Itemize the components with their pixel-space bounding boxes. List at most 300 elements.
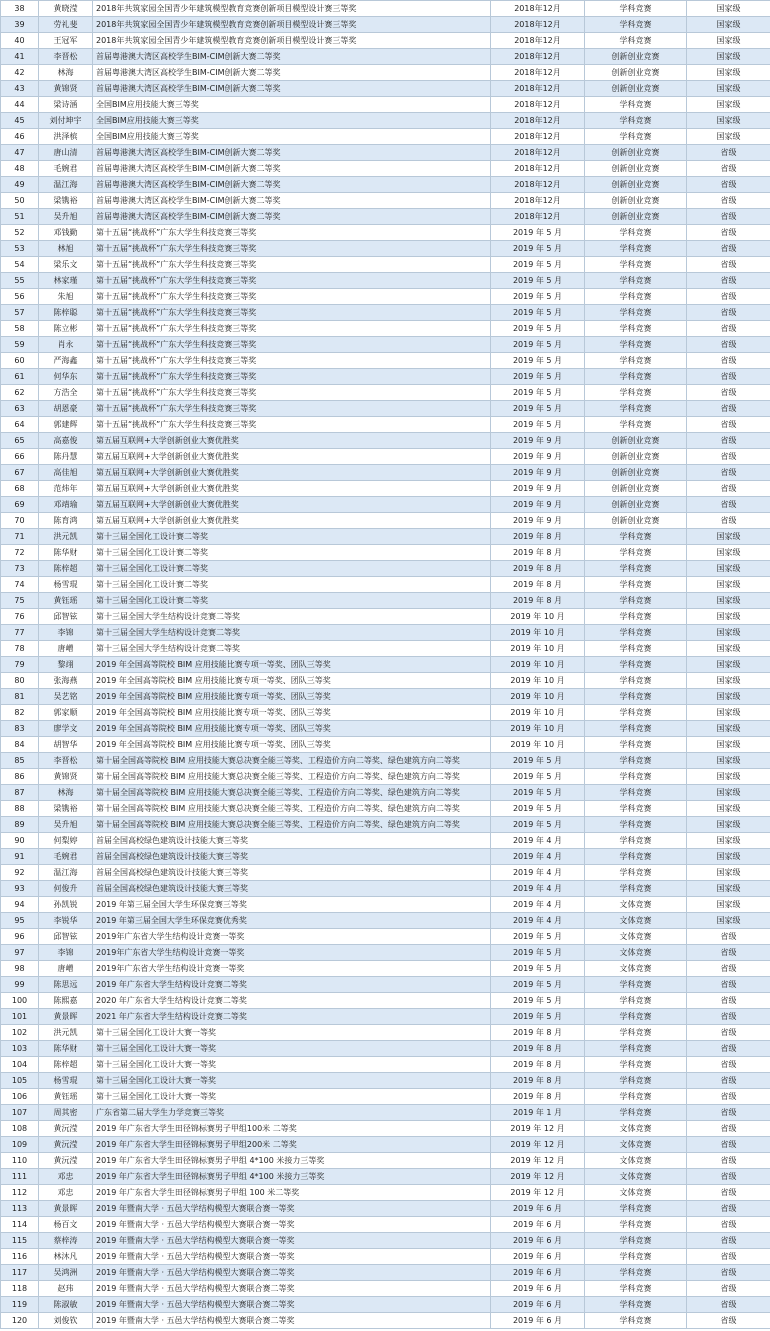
award-title-cell: 首届全国高校绿色建筑设计技能大赛三等奖 (93, 833, 491, 849)
student-name-cell: 邓钱勤 (39, 225, 93, 241)
table-row (1, 81, 770, 97)
student-name-cell: 黄沅滢 (39, 1121, 93, 1137)
award-level-cell: 省级 (687, 513, 770, 529)
award-date-cell: 2019 年 5 月 (491, 369, 585, 385)
student-name-cell: 林海 (39, 785, 93, 801)
award-title-cell: 第十届全国高等院校 BIM 应用技能大赛总决赛全能三等奖、工程造价方向二等奖、绿色建筑方向二等奖 (93, 817, 491, 833)
award-level-cell: 国家级 (687, 913, 770, 929)
student-name-cell: 梁镌裕 (39, 193, 93, 209)
award-level-cell: 国家级 (687, 705, 770, 721)
table-row (1, 913, 770, 929)
competition-category-cell: 学科竞赛 (585, 657, 687, 673)
competition-category-cell: 学科竞赛 (585, 737, 687, 753)
award-title-cell: 第十三届全国化工设计赛二等奖 (93, 577, 491, 593)
competition-category-cell: 文体竞赛 (585, 1169, 687, 1185)
award-title-cell: 第五届互联网+大学创新创业大赛优胜奖 (93, 497, 491, 513)
award-date-cell: 2019 年 10 月 (491, 705, 585, 721)
student-name-cell: 陈梓聪 (39, 305, 93, 321)
student-name-cell: 黄沅滢 (39, 1137, 93, 1153)
award-date-cell: 2019 年 10 月 (491, 737, 585, 753)
award-title-cell: 第十五届“挑战杯”广东大学生科技竞赛三等奖 (93, 273, 491, 289)
row-number-cell: 60 (1, 353, 39, 369)
award-date-cell: 2018年12月 (491, 49, 585, 65)
table-row (1, 417, 770, 433)
row-number-cell: 76 (1, 609, 39, 625)
award-title-cell: 2019 年第三届全国大学生环保竞赛三等奖 (93, 897, 491, 913)
competition-category-cell: 文体竞赛 (585, 1121, 687, 1137)
row-number-cell: 110 (1, 1153, 39, 1169)
award-level-cell: 国家级 (687, 529, 770, 545)
competition-category-cell: 文体竞赛 (585, 945, 687, 961)
table-row (1, 225, 770, 241)
student-name-cell: 邱智铉 (39, 929, 93, 945)
award-date-cell: 2019 年 5 月 (491, 401, 585, 417)
row-number-cell: 118 (1, 1281, 39, 1297)
award-level-cell: 国家级 (687, 673, 770, 689)
row-number-cell: 72 (1, 545, 39, 561)
award-date-cell: 2019 年 8 月 (491, 529, 585, 545)
award-date-cell: 2019 年 9 月 (491, 433, 585, 449)
table-row (1, 1297, 770, 1313)
competition-category-cell: 学科竞赛 (585, 417, 687, 433)
award-date-cell: 2019 年 10 月 (491, 657, 585, 673)
row-number-cell: 88 (1, 801, 39, 817)
award-date-cell: 2018年12月 (491, 145, 585, 161)
award-title-cell: 全国BIM应用技能大赛三等奖 (93, 129, 491, 145)
award-title-cell: 第十五届“挑战杯”广东大学生科技竞赛三等奖 (93, 353, 491, 369)
award-title-cell: 第十届全国高等院校 BIM 应用技能大赛总决赛全能三等奖、工程造价方向二等奖、绿色建筑方向二等奖 (93, 785, 491, 801)
award-level-cell: 省级 (687, 177, 770, 193)
table-row (1, 65, 770, 81)
award-level-cell: 省级 (687, 369, 770, 385)
competition-category-cell: 文体竞赛 (585, 897, 687, 913)
row-number-cell: 46 (1, 129, 39, 145)
student-name-cell: 李晋松 (39, 49, 93, 65)
award-title-cell: 2019 年暨南大学 · 五邑大学结构模型大赛联合赛一等奖 (93, 1233, 491, 1249)
award-level-cell: 省级 (687, 209, 770, 225)
row-number-cell: 45 (1, 113, 39, 129)
row-number-cell: 104 (1, 1057, 39, 1073)
student-name-cell: 李锦 (39, 945, 93, 961)
award-date-cell: 2019 年 5 月 (491, 929, 585, 945)
student-name-cell: 毛婉君 (39, 849, 93, 865)
row-number-cell: 96 (1, 929, 39, 945)
row-number-cell: 53 (1, 241, 39, 257)
award-date-cell: 2019 年 9 月 (491, 513, 585, 529)
table-row (1, 161, 770, 177)
competition-category-cell: 学科竞赛 (585, 33, 687, 49)
row-number-cell: 55 (1, 273, 39, 289)
award-date-cell: 2019 年 12 月 (491, 1185, 585, 1201)
award-date-cell: 2019 年 5 月 (491, 817, 585, 833)
award-date-cell: 2019 年 5 月 (491, 977, 585, 993)
award-level-cell: 国家级 (687, 721, 770, 737)
award-title-cell: 第十五届“挑战杯”广东大学生科技竞赛三等奖 (93, 337, 491, 353)
competition-category-cell: 文体竞赛 (585, 1137, 687, 1153)
row-number-cell: 105 (1, 1073, 39, 1089)
table-row (1, 609, 770, 625)
student-name-cell: 温江海 (39, 177, 93, 193)
table-row (1, 401, 770, 417)
award-title-cell: 2021 年广东省大学生结构设计竞赛二等奖 (93, 1009, 491, 1025)
competition-category-cell: 文体竞赛 (585, 961, 687, 977)
row-number-cell: 103 (1, 1041, 39, 1057)
table-row (1, 1, 770, 17)
award-title-cell: 2019 年暨南大学 · 五邑大学结构模型大赛联合赛二等奖 (93, 1313, 491, 1329)
competition-category-cell: 学科竞赛 (585, 641, 687, 657)
student-name-cell: 林家瑾 (39, 273, 93, 289)
award-title-cell: 第十届全国高等院校 BIM 应用技能大赛总决赛全能三等奖、工程造价方向二等奖、绿色建筑方向二等奖 (93, 801, 491, 817)
award-title-cell: 全国BIM应用技能大赛三等奖 (93, 97, 491, 113)
award-date-cell: 2019 年 5 月 (491, 753, 585, 769)
competition-category-cell: 创新创业竞赛 (585, 433, 687, 449)
award-level-cell: 省级 (687, 161, 770, 177)
competition-category-cell: 学科竞赛 (585, 785, 687, 801)
table-row (1, 145, 770, 161)
table-row (1, 993, 770, 1009)
competition-category-cell: 学科竞赛 (585, 849, 687, 865)
row-number-cell: 74 (1, 577, 39, 593)
row-number-cell: 67 (1, 465, 39, 481)
row-number-cell: 84 (1, 737, 39, 753)
row-number-cell: 102 (1, 1025, 39, 1041)
student-name-cell: 毛婉君 (39, 161, 93, 177)
row-number-cell: 95 (1, 913, 39, 929)
table-row (1, 977, 770, 993)
competition-category-cell: 学科竞赛 (585, 689, 687, 705)
award-date-cell: 2019 年 5 月 (491, 385, 585, 401)
award-title-cell: 2019 年暨南大学 · 五邑大学结构模型大赛联合赛二等奖 (93, 1281, 491, 1297)
award-title-cell: 2019 年广东省大学生田径锦标赛男子甲组100米 二等奖 (93, 1121, 491, 1137)
award-title-cell: 第十三届全国大学生结构设计竞赛二等奖 (93, 641, 491, 657)
student-name-cell: 朱旭 (39, 289, 93, 305)
competition-category-cell: 学科竞赛 (585, 529, 687, 545)
award-date-cell: 2019 年 6 月 (491, 1281, 585, 1297)
row-number-cell: 71 (1, 529, 39, 545)
row-number-cell: 80 (1, 673, 39, 689)
award-date-cell: 2019 年 4 月 (491, 865, 585, 881)
awards-table-body (1, 1, 770, 1329)
table-row (1, 865, 770, 881)
competition-category-cell: 创新创业竞赛 (585, 465, 687, 481)
row-number-cell: 41 (1, 49, 39, 65)
award-level-cell: 国家级 (687, 769, 770, 785)
student-name-cell: 黄钰瑶 (39, 593, 93, 609)
award-title-cell: 2019 年广东省大学生田径锦标赛男子甲组 100 米二等奖 (93, 1185, 491, 1201)
award-level-cell: 省级 (687, 337, 770, 353)
table-row (1, 177, 770, 193)
award-level-cell: 省级 (687, 1041, 770, 1057)
row-number-cell: 44 (1, 97, 39, 113)
award-date-cell: 2019 年 6 月 (491, 1249, 585, 1265)
award-title-cell: 第十三届全国化工设计赛二等奖 (93, 529, 491, 545)
award-title-cell: 首届粤港澳大湾区高校学生BIM-CIM创新大赛二等奖 (93, 81, 491, 97)
award-title-cell: 第十届全国高等院校 BIM 应用技能大赛总决赛全能三等奖、工程造价方向二等奖、绿色建筑方向二等奖 (93, 753, 491, 769)
row-number-cell: 56 (1, 289, 39, 305)
award-date-cell: 2019 年 8 月 (491, 577, 585, 593)
award-level-cell: 省级 (687, 449, 770, 465)
student-name-cell: 洪泽槟 (39, 129, 93, 145)
table-row (1, 945, 770, 961)
student-name-cell: 蔡梓涛 (39, 1233, 93, 1249)
award-level-cell: 省级 (687, 961, 770, 977)
award-title-cell: 第十五届“挑战杯”广东大学生科技竞赛三等奖 (93, 241, 491, 257)
row-number-cell: 68 (1, 481, 39, 497)
table-row (1, 961, 770, 977)
table-row (1, 289, 770, 305)
award-level-cell: 省级 (687, 1233, 770, 1249)
award-date-cell: 2018年12月 (491, 113, 585, 129)
row-number-cell: 78 (1, 641, 39, 657)
student-name-cell: 洪元凯 (39, 1025, 93, 1041)
competition-category-cell: 学科竞赛 (585, 1073, 687, 1089)
award-date-cell: 2019 年 12 月 (491, 1137, 585, 1153)
competition-category-cell: 学科竞赛 (585, 801, 687, 817)
award-level-cell: 省级 (687, 945, 770, 961)
row-number-cell: 119 (1, 1297, 39, 1313)
table-row (1, 705, 770, 721)
student-name-cell: 黄锦贤 (39, 81, 93, 97)
student-name-cell: 孙凯锐 (39, 897, 93, 913)
student-name-cell: 肖永 (39, 337, 93, 353)
award-date-cell: 2018年12月 (491, 161, 585, 177)
award-date-cell: 2019 年 10 月 (491, 673, 585, 689)
award-level-cell: 省级 (687, 1025, 770, 1041)
award-level-cell: 省级 (687, 321, 770, 337)
student-name-cell: 周其密 (39, 1105, 93, 1121)
student-name-cell: 赵玮 (39, 1281, 93, 1297)
student-name-cell: 梁镌裕 (39, 801, 93, 817)
table-row (1, 897, 770, 913)
table-row (1, 673, 770, 689)
award-title-cell: 第十届全国高等院校 BIM 应用技能大赛总决赛全能三等奖、工程造价方向二等奖、绿色建筑方向二等奖 (93, 769, 491, 785)
table-row (1, 49, 770, 65)
award-level-cell: 省级 (687, 1153, 770, 1169)
competition-category-cell: 学科竞赛 (585, 561, 687, 577)
award-level-cell: 国家级 (687, 17, 770, 33)
award-level-cell: 国家级 (687, 609, 770, 625)
student-name-cell: 张海燕 (39, 673, 93, 689)
award-level-cell: 国家级 (687, 897, 770, 913)
student-name-cell: 邓忠 (39, 1185, 93, 1201)
table-row (1, 241, 770, 257)
competition-category-cell: 学科竞赛 (585, 721, 687, 737)
award-date-cell: 2019 年 5 月 (491, 961, 585, 977)
row-number-cell: 62 (1, 385, 39, 401)
student-name-cell: 何俊升 (39, 881, 93, 897)
competition-category-cell: 创新创业竞赛 (585, 65, 687, 81)
competition-category-cell: 学科竞赛 (585, 545, 687, 561)
row-number-cell: 114 (1, 1217, 39, 1233)
award-title-cell: 第十五届“挑战杯”广东大学生科技竞赛三等奖 (93, 417, 491, 433)
award-date-cell: 2018年12月 (491, 81, 585, 97)
row-number-cell: 91 (1, 849, 39, 865)
award-date-cell: 2018年12月 (491, 33, 585, 49)
row-number-cell: 109 (1, 1137, 39, 1153)
award-date-cell: 2019 年 10 月 (491, 721, 585, 737)
award-title-cell: 2019 年全国高等院校 BIM 应用技能比赛专项一等奖、团队三等奖 (93, 673, 491, 689)
award-title-cell: 第十三届全国化工设计大赛一等奖 (93, 1041, 491, 1057)
award-title-cell: 2019 年全国高等院校 BIM 应用技能比赛专项一等奖、团队三等奖 (93, 737, 491, 753)
table-row (1, 641, 770, 657)
row-number-cell: 108 (1, 1121, 39, 1137)
award-date-cell: 2018年12月 (491, 177, 585, 193)
table-row (1, 529, 770, 545)
award-title-cell: 第十五届“挑战杯”广东大学生科技竞赛三等奖 (93, 305, 491, 321)
award-level-cell: 省级 (687, 289, 770, 305)
competition-category-cell: 学科竞赛 (585, 1105, 687, 1121)
award-level-cell: 国家级 (687, 881, 770, 897)
row-number-cell: 85 (1, 753, 39, 769)
student-name-cell: 陈丹慧 (39, 449, 93, 465)
table-row (1, 1233, 770, 1249)
award-date-cell: 2019 年 8 月 (491, 1089, 585, 1105)
award-level-cell: 国家级 (687, 1, 770, 17)
table-row (1, 465, 770, 481)
competition-category-cell: 学科竞赛 (585, 1, 687, 17)
competition-category-cell: 学科竞赛 (585, 401, 687, 417)
award-title-cell: 首届粤港澳大湾区高校学生BIM-CIM创新大赛二等奖 (93, 209, 491, 225)
award-date-cell: 2019 年 8 月 (491, 1025, 585, 1041)
row-number-cell: 59 (1, 337, 39, 353)
student-name-cell: 高佳旭 (39, 465, 93, 481)
competition-category-cell: 学科竞赛 (585, 1201, 687, 1217)
award-date-cell: 2018年12月 (491, 97, 585, 113)
award-level-cell: 省级 (687, 1201, 770, 1217)
award-level-cell: 国家级 (687, 641, 770, 657)
award-title-cell: 2019 年暨南大学 · 五邑大学结构模型大赛联合赛一等奖 (93, 1217, 491, 1233)
student-name-cell: 陈熙嘉 (39, 993, 93, 1009)
award-date-cell: 2019 年 8 月 (491, 545, 585, 561)
award-level-cell: 国家级 (687, 689, 770, 705)
competition-category-cell: 学科竞赛 (585, 1265, 687, 1281)
student-name-cell: 林旭 (39, 241, 93, 257)
table-row (1, 769, 770, 785)
student-name-cell: 方浩全 (39, 385, 93, 401)
table-row (1, 1169, 770, 1185)
award-title-cell: 2019年广东省大学生结构设计竞赛一等奖 (93, 961, 491, 977)
award-level-cell: 省级 (687, 497, 770, 513)
row-number-cell: 99 (1, 977, 39, 993)
student-name-cell: 陈立彬 (39, 321, 93, 337)
student-name-cell: 梁诗涵 (39, 97, 93, 113)
award-date-cell: 2019 年 5 月 (491, 1009, 585, 1025)
award-level-cell: 国家级 (687, 65, 770, 81)
table-row (1, 1313, 770, 1329)
row-number-cell: 42 (1, 65, 39, 81)
award-date-cell: 2019 年 12 月 (491, 1169, 585, 1185)
table-row (1, 1201, 770, 1217)
row-number-cell: 61 (1, 369, 39, 385)
award-title-cell: 首届全国高校绿色建筑设计技能大赛三等奖 (93, 865, 491, 881)
student-name-cell: 黄景晖 (39, 1009, 93, 1025)
row-number-cell: 81 (1, 689, 39, 705)
competition-category-cell: 学科竞赛 (585, 865, 687, 881)
award-date-cell: 2019 年 12 月 (491, 1121, 585, 1137)
row-number-cell: 63 (1, 401, 39, 417)
award-title-cell: 第十三届全国化工设计大赛一等奖 (93, 1089, 491, 1105)
row-number-cell: 86 (1, 769, 39, 785)
student-name-cell: 邓忠 (39, 1169, 93, 1185)
award-title-cell: 第十三届全国化工设计赛二等奖 (93, 561, 491, 577)
student-name-cell: 邓靖瑜 (39, 497, 93, 513)
table-row (1, 1105, 770, 1121)
table-row (1, 497, 770, 513)
competition-category-cell: 学科竞赛 (585, 833, 687, 849)
award-level-cell: 国家级 (687, 849, 770, 865)
competition-category-cell: 创新创业竞赛 (585, 49, 687, 65)
row-number-cell: 112 (1, 1185, 39, 1201)
table-row (1, 657, 770, 673)
student-name-cell: 洪元凯 (39, 529, 93, 545)
competition-category-cell: 文体竞赛 (585, 1185, 687, 1201)
award-date-cell: 2019 年 5 月 (491, 337, 585, 353)
row-number-cell: 113 (1, 1201, 39, 1217)
competition-category-cell: 创新创业竞赛 (585, 481, 687, 497)
table-row (1, 481, 770, 497)
award-title-cell: 第十五届“挑战杯”广东大学生科技竞赛三等奖 (93, 289, 491, 305)
award-title-cell: 2019 年暨南大学 · 五邑大学结构模型大赛联合赛一等奖 (93, 1249, 491, 1265)
award-level-cell: 国家级 (687, 593, 770, 609)
competition-category-cell: 学科竞赛 (585, 1313, 687, 1329)
student-name-cell: 黄景晖 (39, 1201, 93, 1217)
award-title-cell: 第五届互联网+大学创新创业大赛优胜奖 (93, 513, 491, 529)
student-name-cell: 温江海 (39, 865, 93, 881)
award-level-cell: 省级 (687, 145, 770, 161)
award-date-cell: 2019 年 9 月 (491, 465, 585, 481)
award-date-cell: 2018年12月 (491, 1, 585, 17)
award-title-cell: 2019年广东省大学生结构设计竞赛一等奖 (93, 945, 491, 961)
award-date-cell: 2019 年 10 月 (491, 609, 585, 625)
student-name-cell: 唐嶒 (39, 961, 93, 977)
award-title-cell: 2018年共筑家园全国青少年建筑模型教育竞赛创新项目模型设计赛三等奖 (93, 1, 491, 17)
award-title-cell: 2019年广东省大学生结构设计竞赛一等奖 (93, 929, 491, 945)
table-row (1, 129, 770, 145)
award-title-cell: 第十五届“挑战杯”广东大学生科技竞赛三等奖 (93, 321, 491, 337)
award-date-cell: 2019 年 8 月 (491, 561, 585, 577)
award-level-cell: 省级 (687, 1121, 770, 1137)
row-number-cell: 38 (1, 1, 39, 17)
row-number-cell: 65 (1, 433, 39, 449)
row-number-cell: 54 (1, 257, 39, 273)
award-title-cell: 第五届互联网+大学创新创业大赛优胜奖 (93, 481, 491, 497)
student-name-cell: 刘俊钦 (39, 1313, 93, 1329)
row-number-cell: 64 (1, 417, 39, 433)
competition-category-cell: 学科竞赛 (585, 993, 687, 1009)
competition-category-cell: 学科竞赛 (585, 129, 687, 145)
student-name-cell: 高嘉俊 (39, 433, 93, 449)
table-row (1, 193, 770, 209)
award-date-cell: 2019 年 5 月 (491, 417, 585, 433)
student-name-cell: 刘付坤宇 (39, 113, 93, 129)
award-level-cell: 省级 (687, 1073, 770, 1089)
award-title-cell: 第十五届“挑战杯”广东大学生科技竞赛三等奖 (93, 257, 491, 273)
table-row (1, 1217, 770, 1233)
award-title-cell: 第十五届“挑战杯”广东大学生科技竞赛三等奖 (93, 225, 491, 241)
competition-category-cell: 文体竞赛 (585, 1153, 687, 1169)
row-number-cell: 48 (1, 161, 39, 177)
row-number-cell: 115 (1, 1233, 39, 1249)
row-number-cell: 70 (1, 513, 39, 529)
award-title-cell: 2019 年广东省大学生田径锦标赛男子甲组200米 二等奖 (93, 1137, 491, 1153)
table-row (1, 1009, 770, 1025)
award-date-cell: 2019 年 4 月 (491, 849, 585, 865)
award-date-cell: 2019 年 4 月 (491, 833, 585, 849)
award-title-cell: 第五届互联网+大学创新创业大赛优胜奖 (93, 465, 491, 481)
award-title-cell: 首届粤港澳大湾区高校学生BIM-CIM创新大赛二等奖 (93, 49, 491, 65)
award-level-cell: 省级 (687, 1089, 770, 1105)
award-date-cell: 2019 年 10 月 (491, 625, 585, 641)
